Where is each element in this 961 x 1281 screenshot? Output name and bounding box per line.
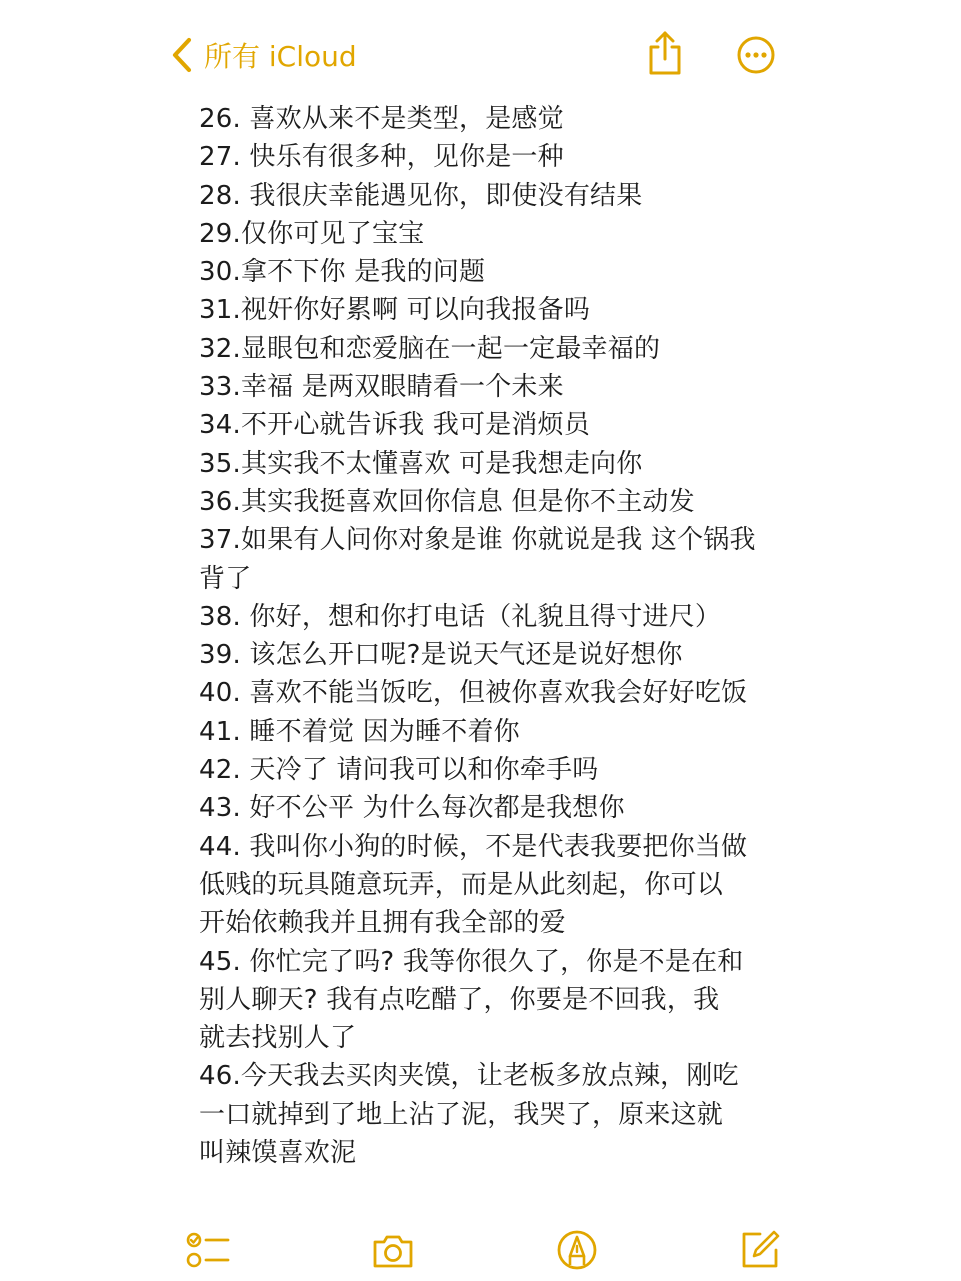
note-line: 背了 — [199, 563, 252, 594]
checklist-icon — [186, 1228, 230, 1272]
note-body[interactable] — [199, 100, 767, 1172]
note-line: 叫辣馍喜欢泥 — [199, 1138, 357, 1169]
note-line: 45. 你忙完了吗? 我等你很久了，你是不是在和 — [199, 946, 744, 977]
markup-button[interactable] — [555, 1228, 599, 1272]
camera-button[interactable] — [371, 1228, 415, 1272]
note-line: 44. 我叫你小狗的时候，不是代表我要把你当做 — [199, 831, 748, 862]
note-line: 低贱的玩具随意玩弄，而是从此刻起，你可以 — [199, 869, 724, 900]
share-button[interactable] — [645, 30, 685, 76]
note-line: 33.幸福 是两双眼睛看一个未来 — [199, 372, 564, 403]
note-line: 27. 快乐有很多种，见你是一种 — [199, 142, 564, 173]
note-line: 35.其实我不太懂喜欢 可是我想走向你 — [199, 448, 643, 479]
navigation-bar — [0, 0, 961, 92]
share-icon — [645, 30, 685, 76]
markup-pen-icon — [555, 1228, 599, 1272]
note-line: 40. 喜欢不能当饭吃，但被你喜欢我会好好吃饭 — [199, 678, 748, 709]
note-line: 46.今天我去买肉夹馍，让老板多放点辣，刚吃 — [199, 1061, 739, 1092]
note-line: 一口就掉到了地上沾了泥，我哭了，原来这就 — [199, 1099, 724, 1130]
more-icon — [736, 35, 776, 75]
compose-icon — [738, 1228, 782, 1272]
camera-icon — [371, 1228, 415, 1272]
note-line: 36.其实我挺喜欢回你信息 但是你不主动发 — [199, 486, 695, 517]
note-line: 38. 你好，想和你打电话（礼貌且得寸进尺） — [199, 601, 722, 632]
chevron-left-icon — [170, 36, 194, 74]
note-line: 37.如果有人问你对象是谁 你就说是我 这个锅我 — [199, 525, 756, 556]
note-line: 就去找别人了 — [199, 1023, 357, 1054]
back-button[interactable] — [170, 34, 357, 76]
bottom-toolbar — [0, 1220, 961, 1281]
note-line: 31.视奸你好累啊 可以向我报备吗 — [199, 295, 591, 326]
back-button-label: 所有 iCloud — [204, 40, 357, 73]
more-options-button[interactable] — [736, 35, 776, 75]
note-line: 26. 喜欢从来不是类型，是感觉 — [199, 104, 564, 134]
note-line: 34.不开心就告诉我 我可是消烦员 — [199, 410, 591, 441]
note-line: 43. 好不公平 为什么每次都是我想你 — [199, 793, 625, 824]
note-line: 32.显眼包和恋爱脑在一起一定最幸福的 — [199, 333, 661, 364]
note-line: 开始依赖我并且拥有我全部的爱 — [199, 908, 566, 939]
checklist-button[interactable] — [186, 1228, 230, 1272]
note-line: 30.拿不下你 是我的问题 — [199, 257, 486, 288]
note-line: 41. 睡不着觉 因为睡不着你 — [199, 716, 520, 747]
note-line: 别人聊天? 我有点吃醋了，你要是不回我，我 — [199, 984, 720, 1015]
note-line: 42. 天冷了 请问我可以和你牵手吗 — [199, 755, 599, 786]
note-line: 28. 我很庆幸能遇见你，即使没有结果 — [199, 180, 643, 211]
note-line: 29.仅你可见了宝宝 — [199, 218, 425, 249]
compose-button[interactable] — [738, 1228, 782, 1272]
note-line: 39. 该怎么开口呢?是说天气还是说好想你 — [199, 640, 683, 671]
